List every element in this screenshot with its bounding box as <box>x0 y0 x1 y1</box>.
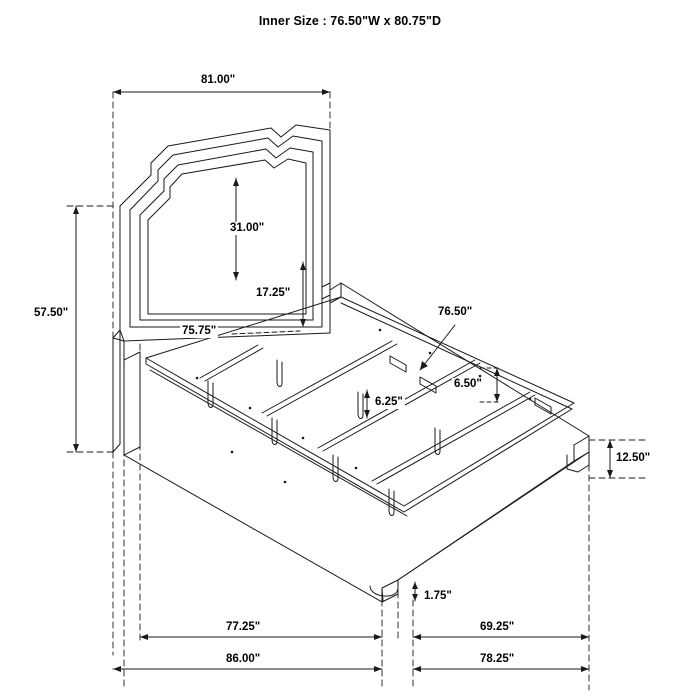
dimension-label-top-width: 81.00" <box>201 74 236 86</box>
dimension-label-foot-clearance: 1.75" <box>424 590 452 602</box>
dimension-label-overall-length: 86.00" <box>226 653 261 665</box>
dimension-label-headboard-panel-height: 31.00" <box>230 222 265 234</box>
dimension-label-headboard-to-rail: 17.25" <box>256 287 291 299</box>
page-title: Inner Size : 76.50"W x 80.75"D <box>258 14 442 28</box>
dimension-label-inner-length: 77.25" <box>226 621 261 633</box>
dimension-label-slat-height: 6.25" <box>375 396 403 408</box>
dimension-label-overall-height: 57.50" <box>34 307 69 319</box>
dimension-label-side-length: 69.25" <box>480 621 515 633</box>
dimension-label-inner-width-rail: 76.50" <box>438 306 473 318</box>
dimension-label-inner-width-top: 75.75" <box>182 325 217 337</box>
dimension-label-footboard-height: 12.50" <box>616 452 651 464</box>
dimension-label-overall-depth: 78.25" <box>480 653 515 665</box>
dimension-label-rail-depth: 6.50" <box>454 378 482 390</box>
